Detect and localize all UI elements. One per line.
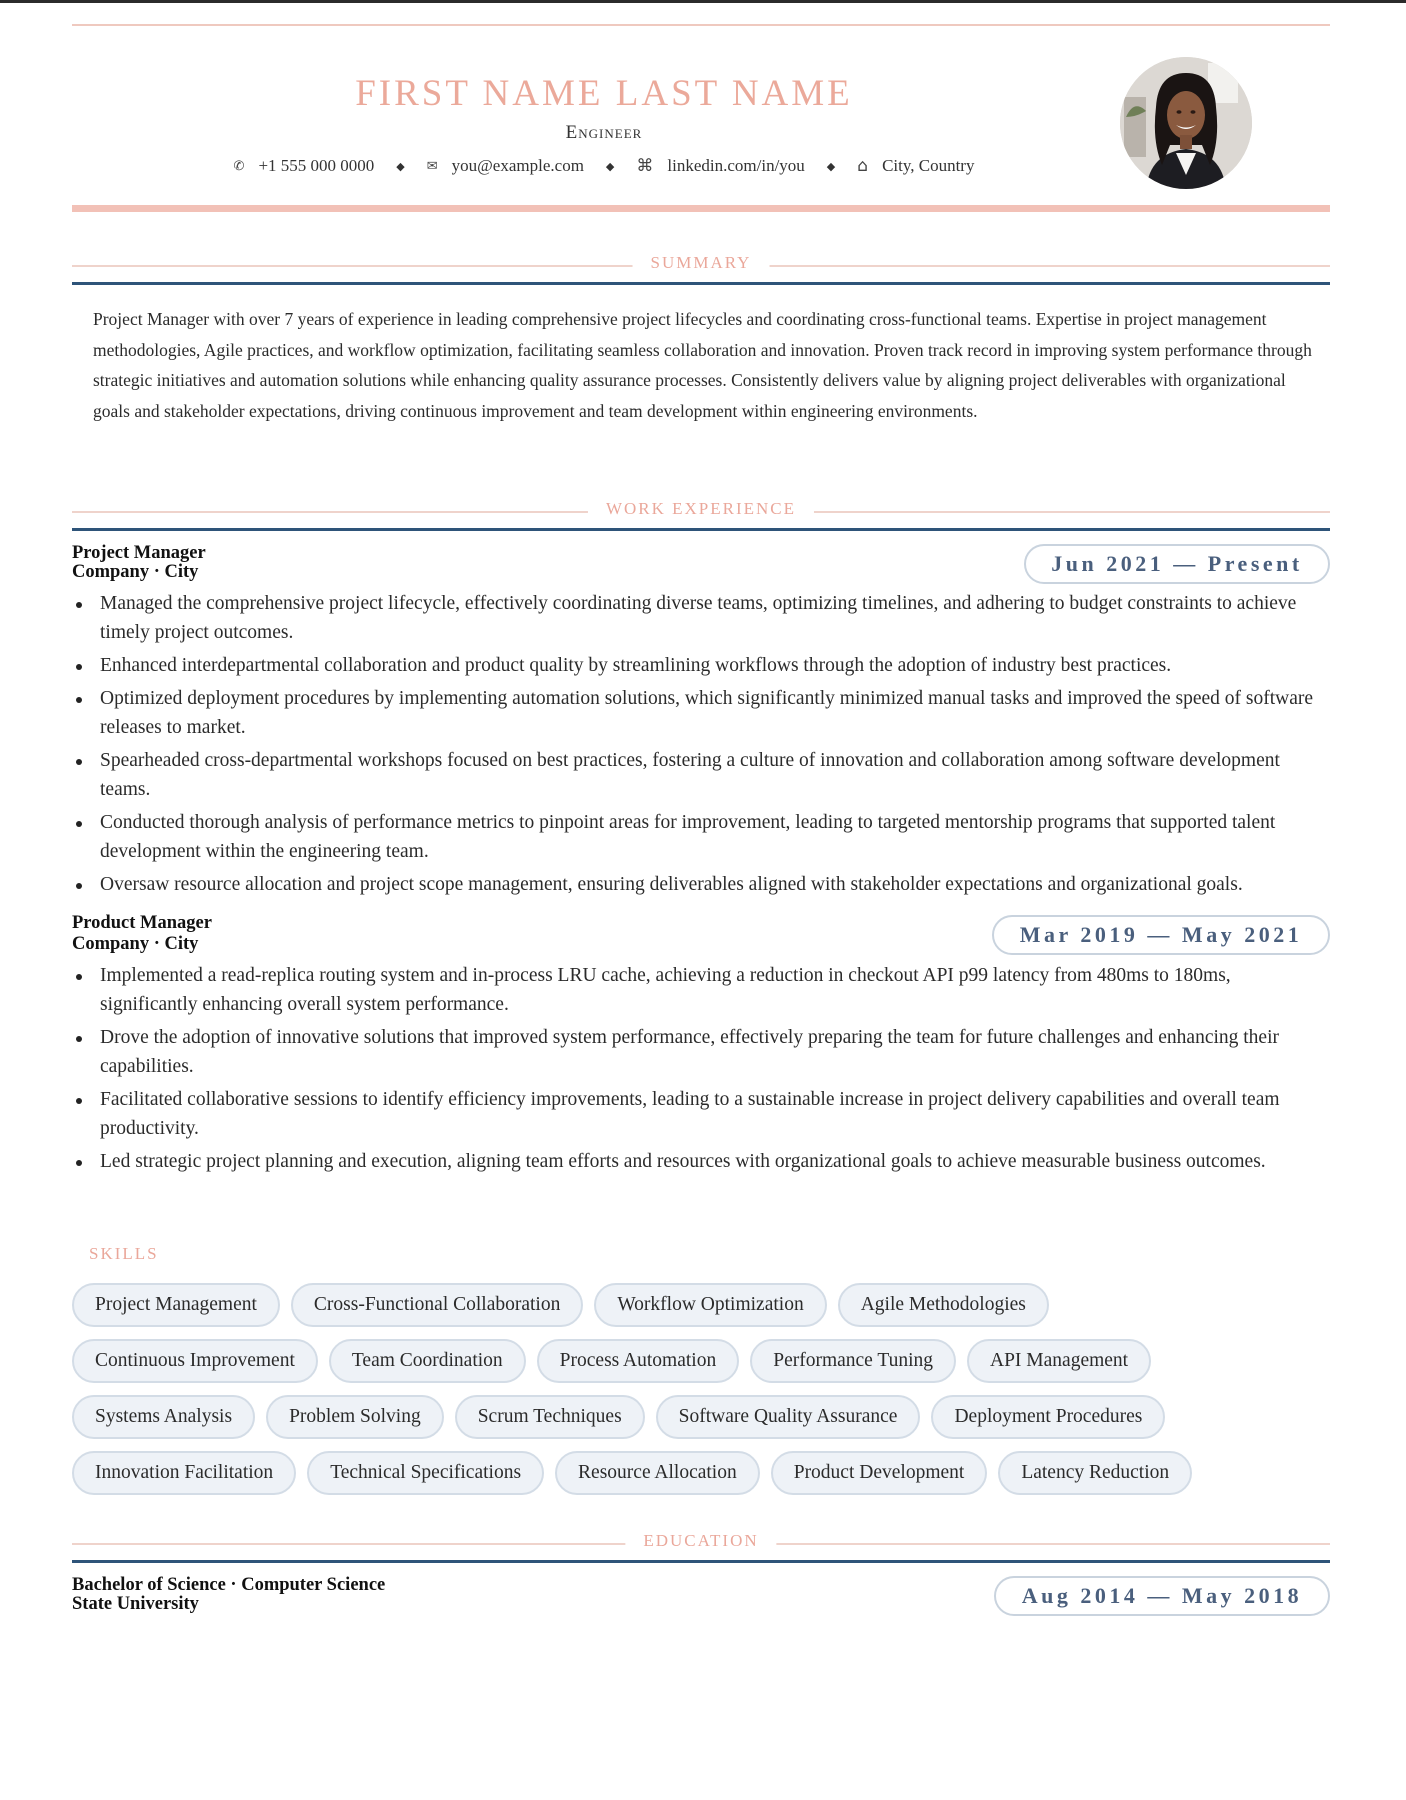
candidate-role: Engineer	[565, 122, 643, 143]
contact-separator: ◆	[396, 159, 405, 173]
skill-chip: Performance Tuning	[750, 1339, 956, 1383]
list-item: Led strategic project planning and execution, aligning team efforts and resources with organizational goals to achieve measurable business outcomes.	[72, 1147, 1330, 1176]
contact-linkedin-text: linkedin.com/in/you	[667, 156, 805, 175]
skill-chip: Project Management	[72, 1283, 280, 1327]
summary-text: Project Manager with over 7 years of experience in leading comprehensive project lifecycles and coordinating cross-functional teams. Expertise in project management methodologies, Agile practices, and workflow optimization, facilitating seamless collaboration and innovation. Proven track record in improving system performance through strategic initiatives and automation solutions while enhancing quality assurance processes. Consistently delivers value by aligning project deliverables with organizational goals and stakeholder expectations, driving continuous improvement and team development within engineering environments.	[93, 309, 1312, 421]
skill-chip: Problem Solving	[266, 1395, 444, 1439]
list-item: Conducted thorough analysis of performance metrics to pinpoint areas for improvement, leading to targeted mentorship programs that supported talent development within the engineering team.	[72, 808, 1330, 866]
contact-phone[interactable]	[234, 156, 375, 176]
section-work-title: WORK EXPERIENCE	[588, 499, 814, 519]
skills-list	[72, 1283, 1330, 1507]
section-thick-rule	[72, 282, 1330, 285]
section-summary-title: SUMMARY	[633, 253, 770, 273]
section-education-title: EDUCATION	[625, 1531, 776, 1551]
contact-location	[857, 156, 974, 176]
skill-chip: Cross-Functional Collaboration	[291, 1283, 583, 1327]
skill-chip: Innovation Facilitation	[72, 1451, 296, 1495]
list-item: Enhanced interdepartmental collaboration and product quality by streamlining workflows through the adoption of industry best practices.	[72, 651, 1330, 680]
job-company: Company · City	[72, 934, 199, 954]
skill-chip: Software Quality Assurance	[656, 1395, 921, 1439]
section-work-experience	[72, 499, 1330, 529]
contact-separator: ◆	[605, 159, 615, 173]
skill-chip: Resource Allocation	[555, 1451, 760, 1495]
skill-chip: Product Development	[771, 1451, 988, 1495]
mail-icon: ✉	[426, 158, 438, 174]
skill-chip: Scrum Techniques	[455, 1395, 645, 1439]
skill-chip: Technical Specifications	[307, 1451, 544, 1495]
contact-linkedin[interactable]	[636, 156, 804, 176]
list-item: Drove the adoption of innovative solutions that improved system performance, effectively preparing the team for future challenges and enhancing their capabilities.	[72, 1023, 1330, 1081]
education-degree: Bachelor of Science · Computer Science	[72, 1575, 386, 1595]
header-top-rule	[72, 24, 1330, 26]
profile-photo	[1120, 57, 1252, 189]
skill-chip: API Management	[967, 1339, 1151, 1383]
resume-page	[72, 0, 1330, 1800]
skill-row	[72, 1451, 1330, 1495]
contact-location-text: City, Country	[882, 156, 975, 175]
candidate-name: FIRST NAME LAST NAME	[355, 73, 853, 114]
skill-chip: Systems Analysis	[72, 1395, 255, 1439]
phone-icon: ✆	[233, 158, 245, 174]
skill-row	[72, 1283, 1330, 1327]
skill-row	[72, 1395, 1330, 1439]
contact-phone-text: +1 555 000 0000	[258, 156, 375, 175]
skill-row	[72, 1339, 1330, 1383]
list-item: Spearheaded cross-departmental workshops focused on best practices, fostering a culture of innovation and collaboration among software development teams.	[72, 746, 1330, 804]
contact-email-text: you@example.com	[451, 156, 584, 175]
section-skills-title: SKILLS	[89, 1244, 159, 1263]
section-thick-rule	[72, 1560, 1330, 1563]
job-company: Company · City	[72, 562, 199, 582]
link-icon: ⌘	[636, 156, 654, 176]
home-icon: ⌂	[857, 156, 869, 176]
list-item: Managed the comprehensive project lifecycle, effectively coordinating diverse teams, optimizing timelines, and adhering to budget constraints to achieve timely project outcomes.	[72, 589, 1330, 647]
skill-chip: Team Coordination	[329, 1339, 526, 1383]
job-bullets	[72, 961, 1330, 1180]
section-thick-rule	[72, 528, 1330, 531]
section-education	[72, 1531, 1330, 1561]
section-summary	[72, 253, 1330, 283]
job-date-pill: Jun 2021 — Present	[1024, 544, 1330, 584]
skill-chip: Continuous Improvement	[72, 1339, 318, 1383]
portrait-image	[1120, 57, 1252, 189]
job-date-pill: Mar 2019 — May 2021	[992, 915, 1330, 955]
skill-chip: Agile Methodologies	[838, 1283, 1049, 1327]
job-title: Project Manager	[72, 543, 206, 563]
contact-line	[72, 156, 1136, 176]
contact-separator: ◆	[826, 159, 836, 173]
list-item: Facilitated collaborative sessions to identify efficiency improvements, leading to a sustainable increase in project delivery capabilities and overall team productivity.	[72, 1085, 1330, 1143]
job-title: Product Manager	[72, 913, 212, 933]
list-item: Oversaw resource allocation and project scope management, ensuring deliverables aligned with stakeholder expectations and organizational goals.	[72, 870, 1330, 899]
skill-chip: Latency Reduction	[998, 1451, 1192, 1495]
list-item: Optimized deployment procedures by implementing automation solutions, which significantly minimized manual tasks and improved the speed of software releases to market.	[72, 684, 1330, 742]
skill-chip: Process Automation	[537, 1339, 740, 1383]
education-school: State University	[72, 1594, 199, 1614]
education-date-pill: Aug 2014 — May 2018	[994, 1576, 1330, 1616]
contact-email[interactable]	[427, 156, 584, 176]
header-bottom-rule	[72, 205, 1330, 212]
skill-chip: Deployment Procedures	[931, 1395, 1165, 1439]
job-bullets	[72, 589, 1330, 903]
skill-chip: Workflow Optimization	[594, 1283, 826, 1327]
list-item: Implemented a read-replica routing system and in-process LRU cache, achieving a reduction in checkout API p99 latency from 480ms to 180ms, significantly enhancing overall system performance.	[72, 961, 1330, 1019]
